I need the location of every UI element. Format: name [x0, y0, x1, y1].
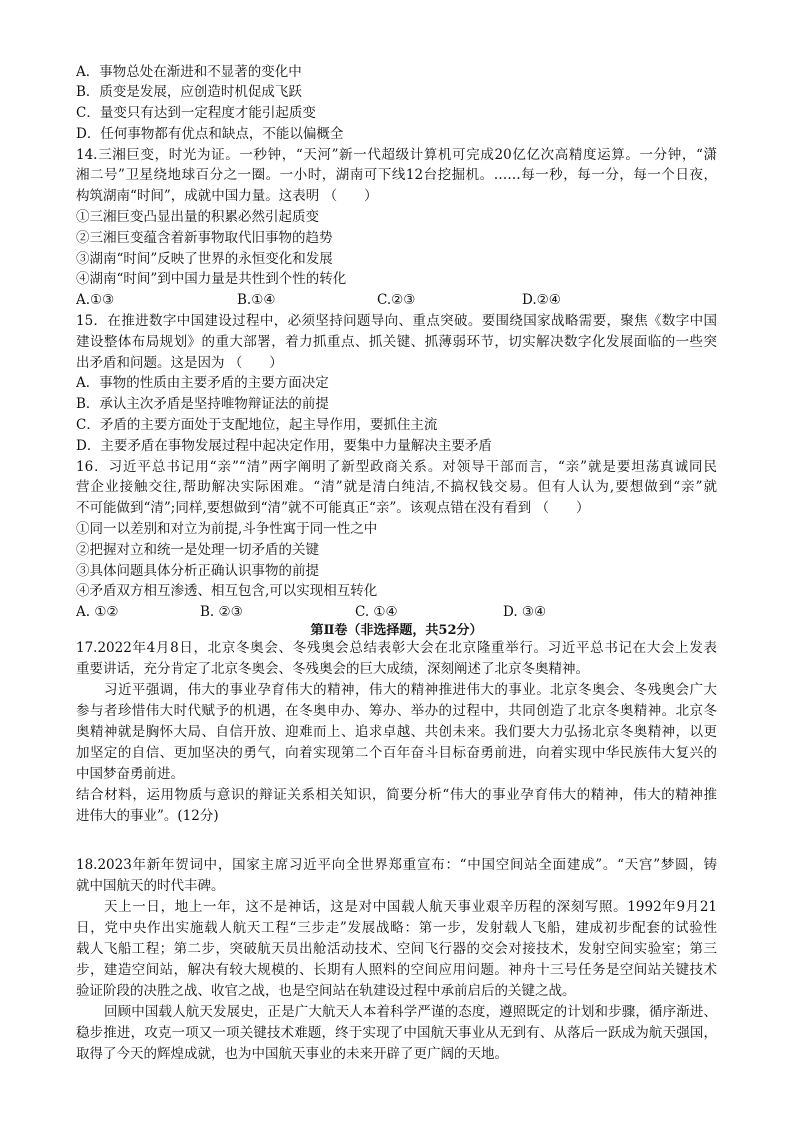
option-line: D．任何事物都有优点和缺点，不能以偏概全 — [76, 125, 344, 142]
stem-line: 建设整体布局规划》的重大部署，着力抓重点、抓关键、抓薄弱环节，切实解决数字化发展面临的一些突 — [76, 333, 717, 350]
question-15 — [76, 311, 717, 457]
material-line: 验证阶段的决胜之战、收官之战，也是空间站在轨建设过程中承前启后的关键之战。 — [76, 983, 576, 1000]
option-line: C．矛盾的主要方面处于支配地位，起主导作用，要抓住主流 — [76, 417, 438, 434]
statement-line: ①三湘巨变凸显出量的积累必然引起质变 — [76, 209, 319, 226]
material-line: 加坚定的自信、更加坚决的勇气，向着实现第二个百年奋斗目标奋勇前进，向着实现中华民族伟大复兴的 — [76, 745, 717, 762]
intro-line: 就中国航天的时代丰碑。 — [76, 878, 225, 895]
option-d: D.②④ — [522, 292, 561, 309]
question-line: 进伟大的事业”。(12分) — [76, 808, 219, 825]
question-18 — [76, 855, 717, 1065]
stem-line: 16．习近平总书记用“亲”“清”两字阐明了新型政商关系。对领导干部而言，“亲”就是要坦荡真诚同民 — [76, 458, 717, 475]
material-line: 稳步推进，攻克一项又一项关键技术难题，终于实现了中国航天事业从无到有、从落后一跃成为航天强国， — [76, 1025, 717, 1042]
material-line: 日，党中央作出实施载人航天工程“三步走”发展战略：第一步，发射载人飞船，建成初步配套的试验性 — [76, 920, 717, 937]
stem-line: 构筑湖南“时间”，成就中国力量。这表明 （ ） — [76, 188, 378, 205]
material-line: 取得了今天的辉煌成就，也为中国航天事业的未来开辟了更广阔的天地。 — [76, 1046, 508, 1063]
intro-line: 17.2022年4月8日，北京冬奥会、冬残奥会总结表彰大会在北京隆重举行。习近平总书记在大会上发表 — [76, 640, 717, 657]
options-row — [76, 290, 717, 311]
option-line: B．承认主次矛盾是坚持唯物辩证法的前提 — [76, 396, 329, 413]
statement-line: ④湖南“时间”到中国力量是共性到个性的转化 — [76, 271, 347, 288]
statement-line: ④矛盾双方相互渗透、相互包含,可以实现相互转化 — [76, 583, 378, 600]
material-line: 奥精神就是胸怀大局、自信开放、迎难而上、追求卓越、共创未来。我们要大力弘扬北京冬奥精神，以更 — [76, 724, 717, 741]
carryover-options — [76, 62, 717, 145]
option-c: C.②③ — [377, 292, 416, 309]
statement-line: ②三湘巨变蕴含着新事物取代旧事物的趋势 — [76, 229, 333, 246]
material-line: 中国梦奋勇前进。 — [76, 766, 184, 783]
statement-line: ③具体问题具体分析正确认识事物的前提 — [76, 562, 319, 579]
option-a: A. ①② — [76, 604, 119, 621]
option-b: B. ②③ — [200, 604, 243, 621]
section-two-title: 第Ⅱ卷（非选择题，共52分） — [310, 623, 483, 639]
question-16 — [76, 457, 717, 623]
statement-line: ②把握对立和统一是处理一切矛盾的关键 — [76, 541, 319, 558]
material-line: 天上一日，地上一年，这不是神话，这是对中国载人航天事业艰辛历程的深刻写照。1992年9月21 — [104, 899, 717, 916]
option-b: B.①④ — [237, 292, 276, 309]
stem-line: 14.三湘巨变，时光为证。一秒钟，“天河”新一代超级计算机可完成20亿亿次高精度运算。一分钟，“潇 — [76, 146, 717, 163]
material-line: 参与者珍惜伟大时代赋予的机遇，在冬奥申办、筹办、举办的过程中，共同创造了北京冬奥精神。北京冬 — [76, 703, 717, 720]
option-c: C. ①④ — [355, 604, 398, 621]
question-14 — [76, 145, 717, 311]
section-one-choices — [76, 62, 717, 624]
options-row — [76, 602, 717, 623]
stem-line: 营企业接触交往,帮助解决实际困难。“清”就是清白纯洁,不搞权钱交易。但有人认为,要想做到“亲”就 — [76, 479, 717, 496]
material-line: 回顾中国载人航天发展史，正是广大航天人本着科学严谨的态度，遵照既定的计划和步骤，循序渐进、 — [104, 1004, 717, 1021]
stem-line: 不可能做到“清”;同样,要想做到“清”就不可能真正“亲”。该观点错在没有看到 （ ） — [76, 500, 590, 517]
material-line: 载人飞船工程；第二步，突破航天员出舱活动技术、空间飞行器的交会对接技术，发射空间实验室；第三 — [76, 941, 717, 958]
stem-line: 出矛盾和问题。这是因为 （ ） — [76, 354, 283, 371]
exam-page — [76, 62, 717, 1066]
stem-line: 15．在推进数字中国建设过程中，必须坚持问题导向、重点突破。要围绕国家战略需要，聚焦《数字中国 — [76, 313, 717, 330]
question-line: 结合材料，运用物质与意识的辩证关系相关知识，简要分析“伟大的事业孕育伟大的精神，伟大的精神推 — [76, 787, 717, 804]
option-a: A.①③ — [76, 292, 115, 309]
option-line: C．量变只有达到一定程度才能引起质变 — [76, 105, 316, 122]
question-17 — [76, 638, 717, 827]
intro-line: 18.2023年新年贺词中，国家主席习近平向全世界郑重宣布：“中国空间站全面建成”。“天宫”梦圆，铸 — [76, 857, 717, 874]
option-line: B．质变是发展，应创造时机促成飞跃 — [76, 84, 302, 101]
option-line: A．事物的性质由主要矛盾的主要方面决定 — [76, 375, 329, 392]
option-line: A．事物总处在渐进和不显著的变化中 — [76, 63, 302, 80]
material-line: 习近平强调，伟大的事业孕育伟大的精神，伟大的精神推进伟大的事业。北京冬奥会、冬残奥会广大 — [104, 682, 717, 699]
statement-line: ①同一以差别和对立为前提,斗争性寓于同一性之中 — [76, 521, 378, 538]
intro-line: 重要讲话，充分肯定了北京冬奥会、冬残奥会的巨大成绩，深刻阐述了北京冬奥精神。 — [76, 661, 589, 678]
stem-line: 湘二号”卫星绕地球百分之一圈。一小时，湖南可下线12台挖掘机。……每一秒，每一分，每一个日夜， — [76, 167, 717, 184]
material-line: 步，建造空间站，解决有较大规模的、长期有人照料的空间应用问题。神舟十三号任务是空间站关键技术 — [76, 962, 717, 979]
option-d: D. ③④ — [503, 604, 547, 621]
option-line: D．主要矛盾在事物发展过程中起决定作用，要集中力量解决主要矛盾 — [76, 437, 492, 454]
statement-line: ③湖南“时间”反映了世界的永恒变化和发展 — [76, 250, 333, 267]
